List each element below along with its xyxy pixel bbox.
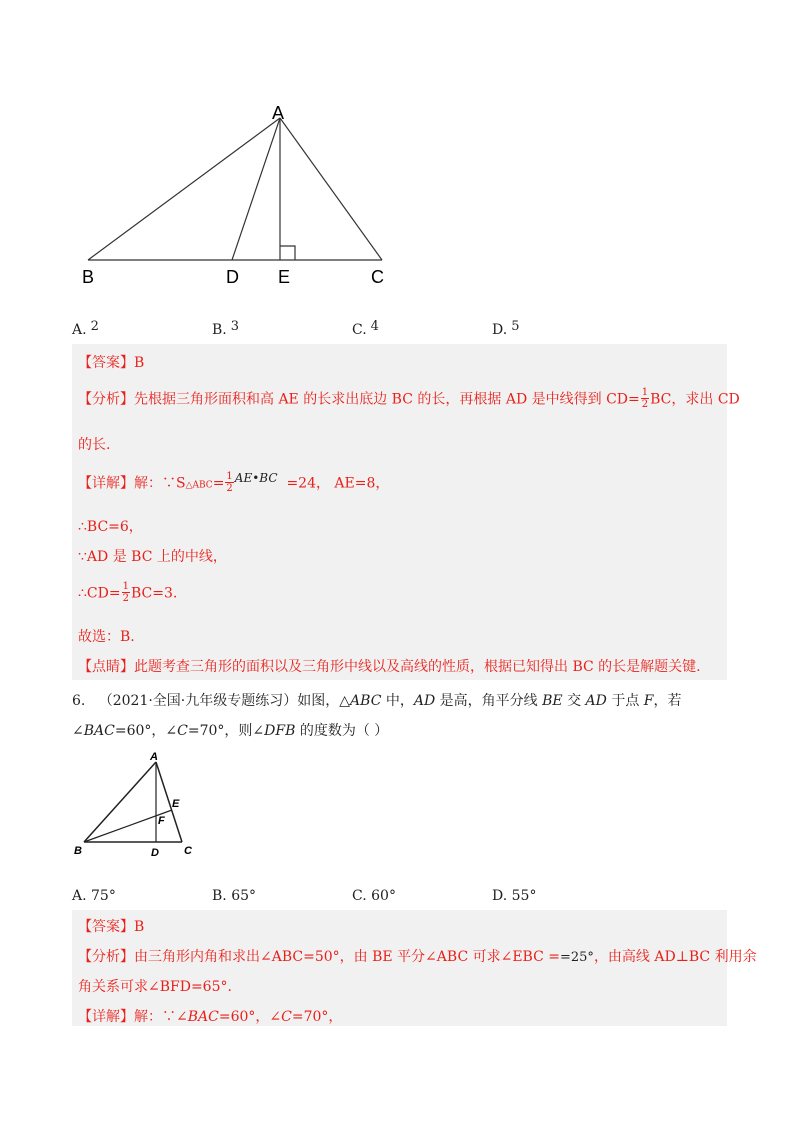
label-d: D	[226, 267, 239, 287]
q5-analysis-line2: 的长.	[78, 437, 111, 453]
q5-line-choose: 故选：B.	[78, 629, 135, 645]
label-a: A	[150, 751, 158, 763]
q6-answer: 【答案】B	[78, 919, 145, 935]
label-e: E	[278, 267, 291, 287]
q5-analysis: 【分析】先根据三角形面积和高 AE 的长求出底边 BC 的长，再根据 AD 是中线得到 CD= $\frac{1}{2}$ BC，求出 CD	[78, 387, 740, 410]
q6-option-a: A. 75°	[72, 888, 116, 904]
q6-stem-line2: ∠BAC=60°，∠C=70°，则∠DFB 的度数为（ ）	[72, 723, 389, 739]
right-angle-mark	[280, 246, 295, 260]
q5-option-c: C. 4	[352, 319, 379, 338]
label-a: A	[272, 103, 285, 123]
q5-line-ad: ∵AD 是 BC 上的中线，	[78, 549, 227, 565]
q6-stem-line1: 6. （2021·全国·九年级专题练习）如图，△ABC 中，AD 是高，角平分线 BE 交 AD 于点 F，若	[72, 693, 682, 709]
label-b: B	[82, 267, 95, 287]
q6-analysis: 【分析】由三角形内角和求出∠ABC=50°，由 BE 平分∠ABC 可求∠EBC ==25°，由高线 AD⊥BC 利用余	[78, 949, 757, 965]
q5-comment: 【点睛】此题考查三角形的面积以及三角形中线以及高线的性质，根据已知得出 BC 的长是解题关键.	[78, 659, 701, 675]
q5-option-a: A. 2	[72, 319, 99, 338]
label-c: C	[184, 845, 192, 857]
side-ac	[280, 118, 382, 260]
q5-solution-block	[72, 344, 740, 680]
label-d: D	[151, 847, 159, 859]
q5-line-bc: ∴BC=6，	[78, 519, 143, 535]
q6-option-b: B. 65°	[212, 888, 257, 904]
q5-option-b: B. 3	[212, 319, 240, 338]
median-ad	[232, 118, 280, 260]
q5-detail: 【详解】解：∵S△ABC= $\frac{1}{2}$ AE•BC =24， AE=8，	[78, 470, 390, 494]
q6-option-d: D. 55°	[492, 888, 537, 904]
side-ab	[84, 762, 156, 842]
label-f: F	[158, 815, 165, 827]
figure-triangle-bisector	[70, 750, 210, 862]
figure-triangle-abc	[70, 100, 410, 295]
q6-analysis-line2: 角关系可求∠BFD=65°.	[78, 979, 232, 995]
q5-answer: 【答案】B	[78, 355, 145, 371]
side-ab	[88, 118, 280, 260]
q6-option-c: C. 60°	[352, 888, 396, 904]
q6-detail: 【详解】解：∵∠BAC=60°，∠C=70°，	[78, 1009, 343, 1025]
label-c: C	[371, 267, 384, 287]
label-e: E	[172, 798, 180, 810]
label-b: B	[74, 845, 82, 857]
q5-option-d: D. 5	[492, 319, 520, 338]
q6-solution-block	[72, 910, 757, 1026]
q5-line-cd: ∴CD= $\frac{1}{2}$ BC=3.	[78, 581, 178, 604]
